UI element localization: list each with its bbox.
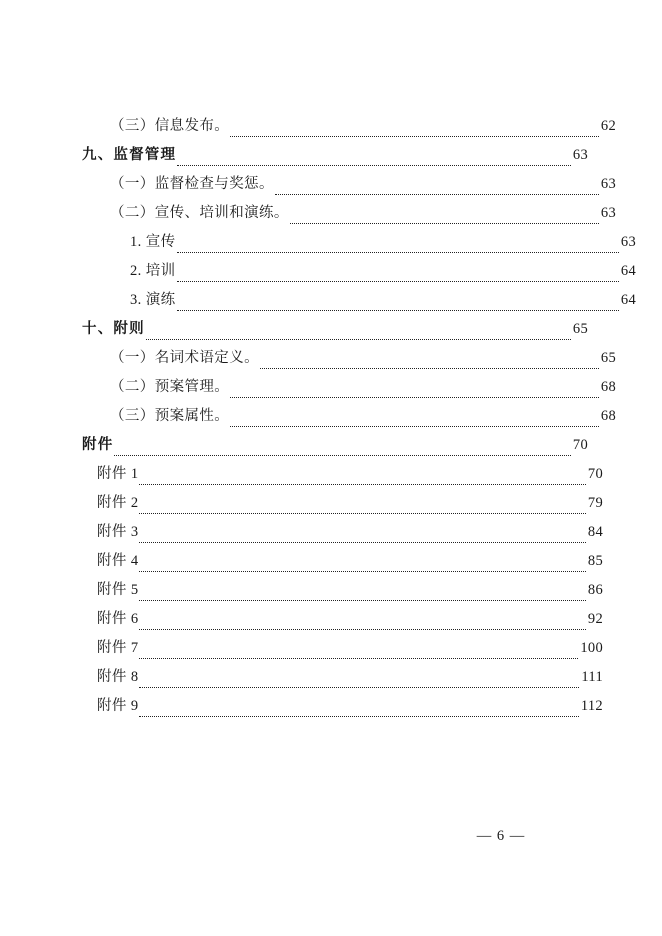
toc-entry-label: （三）信息发布。 [110, 118, 230, 134]
toc-dot-leader [139, 571, 585, 572]
toc-dot-leader [139, 629, 585, 630]
toc-entry[interactable] [78, 663, 603, 692]
toc-entry-label: （二）预案管理。 [110, 379, 230, 395]
toc-entry-page-number: 65 [572, 321, 588, 337]
toc-dot-leader [146, 339, 571, 340]
table-of-contents [78, 112, 636, 721]
toc-entry[interactable] [78, 344, 616, 373]
toc-entry-page-number: 100 [580, 640, 603, 656]
toc-entry-page-number: 112 [580, 698, 603, 714]
toc-entry[interactable] [78, 170, 616, 199]
toc-entry-label: 附件 [82, 437, 114, 453]
toc-entry[interactable] [78, 257, 636, 286]
toc-entry-page-number: 68 [600, 408, 616, 424]
toc-entry-page-number: 64 [620, 292, 636, 308]
toc-dot-leader [139, 542, 585, 543]
toc-entry[interactable] [78, 431, 588, 460]
toc-entry-label: 九、监督管理 [82, 147, 177, 163]
toc-entry-label: （一）名词术语定义。 [110, 350, 259, 366]
toc-entry-label: 附件 3 [97, 524, 139, 540]
toc-entry[interactable] [78, 460, 603, 489]
toc-entry-label: 附件 2 [97, 495, 139, 511]
toc-dot-leader [230, 397, 599, 398]
toc-entry-label: 附件 9 [97, 698, 139, 714]
toc-entry-page-number: 65 [600, 350, 616, 366]
toc-entry-label: （三）预案属性。 [110, 408, 230, 424]
toc-dot-leader [230, 136, 599, 137]
toc-entry-page-number: 85 [587, 553, 603, 569]
folio-number: — 6 — [476, 828, 526, 844]
toc-dot-leader [139, 687, 579, 688]
toc-dot-leader [139, 484, 585, 485]
toc-entry[interactable] [78, 315, 588, 344]
toc-entry[interactable] [78, 373, 616, 402]
toc-entry[interactable] [78, 692, 603, 721]
toc-dot-leader [177, 281, 619, 282]
toc-entry-label: 1. 宣传 [130, 234, 176, 250]
toc-entry-label: 十、附则 [82, 321, 145, 337]
toc-entry[interactable] [78, 112, 616, 141]
toc-entry-label: （二）宣传、培训和演练。 [110, 205, 289, 221]
toc-entry-page-number: 63 [620, 234, 636, 250]
toc-entry-page-number: 111 [581, 669, 603, 685]
toc-entry[interactable] [78, 402, 616, 431]
toc-entry-page-number: 84 [587, 524, 603, 540]
toc-dot-leader [230, 426, 599, 427]
toc-entry-page-number: 63 [600, 176, 616, 192]
toc-entry-page-number: 70 [572, 437, 588, 453]
toc-entry-label: 3. 演练 [130, 292, 176, 308]
toc-entry-page-number: 79 [587, 495, 603, 511]
toc-dot-leader [177, 165, 571, 166]
toc-entry-page-number: 86 [587, 582, 603, 598]
toc-entry-label: 附件 4 [97, 553, 139, 569]
toc-entry[interactable] [78, 489, 603, 518]
toc-entry-page-number: 63 [600, 205, 616, 221]
toc-entry[interactable] [78, 286, 636, 315]
toc-entry-label: （一）监督检查与奖惩。 [110, 176, 274, 192]
toc-entry[interactable] [78, 634, 603, 663]
toc-entry-page-number: 63 [572, 147, 588, 163]
toc-entry[interactable] [78, 228, 636, 257]
toc-entry[interactable] [78, 605, 603, 634]
toc-dot-leader [177, 310, 619, 311]
toc-entry-label: 2. 培训 [130, 263, 176, 279]
toc-entry-page-number: 70 [587, 466, 603, 482]
toc-dot-leader [139, 513, 585, 514]
toc-entry-label: 附件 7 [97, 640, 139, 656]
toc-dot-leader [275, 194, 599, 195]
toc-entry[interactable] [78, 141, 588, 170]
toc-dot-leader [139, 658, 578, 659]
page-footer [0, 828, 662, 845]
toc-entry[interactable] [78, 199, 616, 228]
toc-entry-label: 附件 6 [97, 611, 139, 627]
toc-entry-page-number: 62 [600, 118, 616, 134]
toc-entry-label: 附件 1 [97, 466, 139, 482]
toc-dot-leader [139, 600, 585, 601]
toc-dot-leader [177, 252, 619, 253]
toc-dot-leader [260, 368, 599, 369]
toc-entry[interactable] [78, 547, 603, 576]
toc-entry[interactable] [78, 576, 603, 605]
toc-entry-page-number: 68 [600, 379, 616, 395]
toc-entry-label: 附件 5 [97, 582, 139, 598]
toc-entry-label: 附件 8 [97, 669, 139, 685]
toc-entry-page-number: 92 [587, 611, 603, 627]
toc-dot-leader [290, 223, 599, 224]
toc-dot-leader [139, 716, 578, 717]
toc-dot-leader [114, 455, 570, 456]
toc-entry[interactable] [78, 518, 603, 547]
toc-entry-page-number: 64 [620, 263, 636, 279]
